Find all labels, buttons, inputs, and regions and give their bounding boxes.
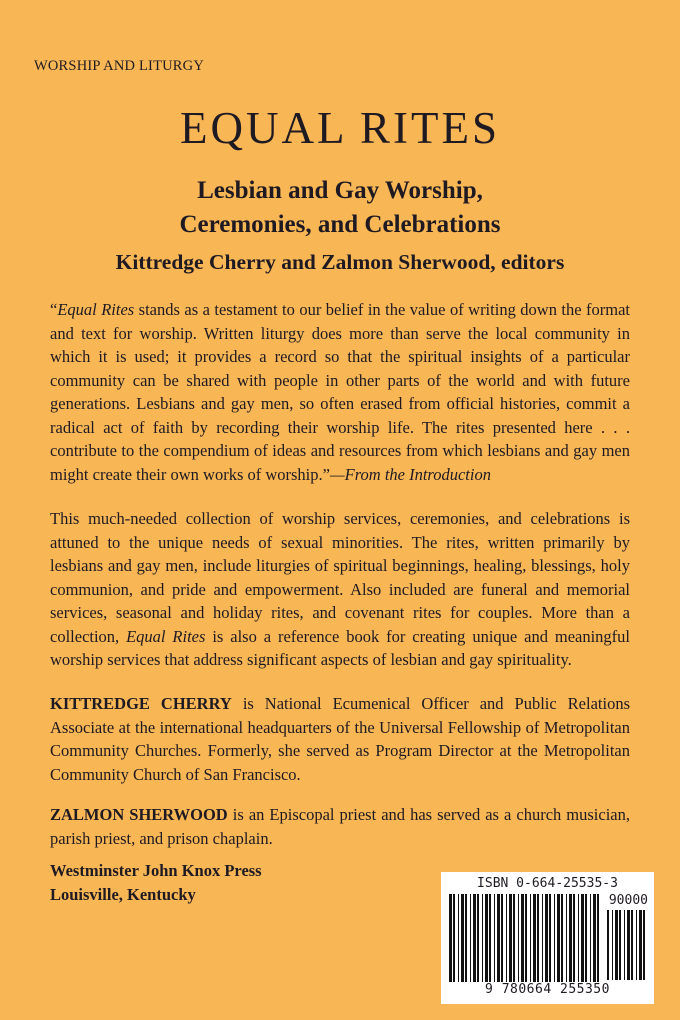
publisher-block xyxy=(50,859,262,906)
ean-number: 9 780664 255350 xyxy=(485,982,610,997)
bio-text: is an Episcopal priest and has served as a church musician, parish priest, and prison chaplain. xyxy=(50,805,631,848)
barcode xyxy=(441,872,654,1004)
book-title: EQUAL RITES xyxy=(179,103,501,153)
price-code: 90000 xyxy=(608,893,648,908)
publisher-name: Westminster John Knox Press xyxy=(50,861,262,880)
bio-text: is National Ecumenical Officer and Public Relations Associate at the international headquarters of the Universal Fellowship of Metropolitan Community Churches. Formerly, she served as Program Director at the Metropolitan Community Church of San Francisco. xyxy=(50,694,630,784)
subtitle-line-2: Ceremonies, and Celebrations xyxy=(179,211,501,238)
description-text-after: is also a reference book for creating unique and meaningful worship services that address significant aspects of lesbian and gay spirituality. xyxy=(50,626,631,669)
book-description xyxy=(50,507,630,672)
category-label: WORSHIP AND LITURGY xyxy=(34,58,205,74)
bio-name: KITTREDGE CHERRY xyxy=(50,694,232,713)
description-text-before: This much-needed collection of worship services, ceremonies, and celebrations is attuned to the unique needs of sexual minorities. The rites, written primarily by lesbians and gay men, include liturgies of spiritual beginnings, healing, blessings, holy communion, and pride and empowerment. Also included are funeral and memorial services, seasonal and holiday rites, and covenant rites for couples. More than a collection, xyxy=(50,509,630,646)
quote-text: stands as a testament to our belief in the value of writing down the format and text for worship. Written liturgy does more than serve the local community in which it is used; it provides a record so that the spiritual insights of a particular community can be shared with people in other parts of the world and with future generations. Lesbians and gay men, so often erased from official histories, commit a radical act of faith by recording their worship life. The rites presented here . . . contribute to the compendium of ideas and resources from which lesbians and gay men might create their own works of worship.” xyxy=(50,300,631,484)
editors-line: Kittredge Cherry and Zalmon Sherwood, editors xyxy=(115,250,565,274)
introduction-quote xyxy=(50,298,630,486)
price-addon-bars xyxy=(607,910,647,980)
bio-zalmon-sherwood xyxy=(50,803,630,850)
isbn-number: ISBN 0-664-25535-3 xyxy=(477,876,618,891)
quote-open-mark: “ xyxy=(50,300,58,319)
book-subtitle xyxy=(0,174,680,242)
subtitle-line-1: Lesbian and Gay Worship, xyxy=(197,177,483,204)
ean-barcode-bars xyxy=(449,894,601,982)
bio-kittredge-cherry xyxy=(50,692,630,786)
quote-source: —From the Introduction xyxy=(329,464,491,484)
publisher-location: Louisville, Kentucky xyxy=(50,884,196,904)
description-book-title: Equal Rites xyxy=(126,626,206,646)
quote-book-title: Equal Rites xyxy=(57,300,135,319)
bio-name: ZALMON SHERWOOD xyxy=(50,805,228,824)
